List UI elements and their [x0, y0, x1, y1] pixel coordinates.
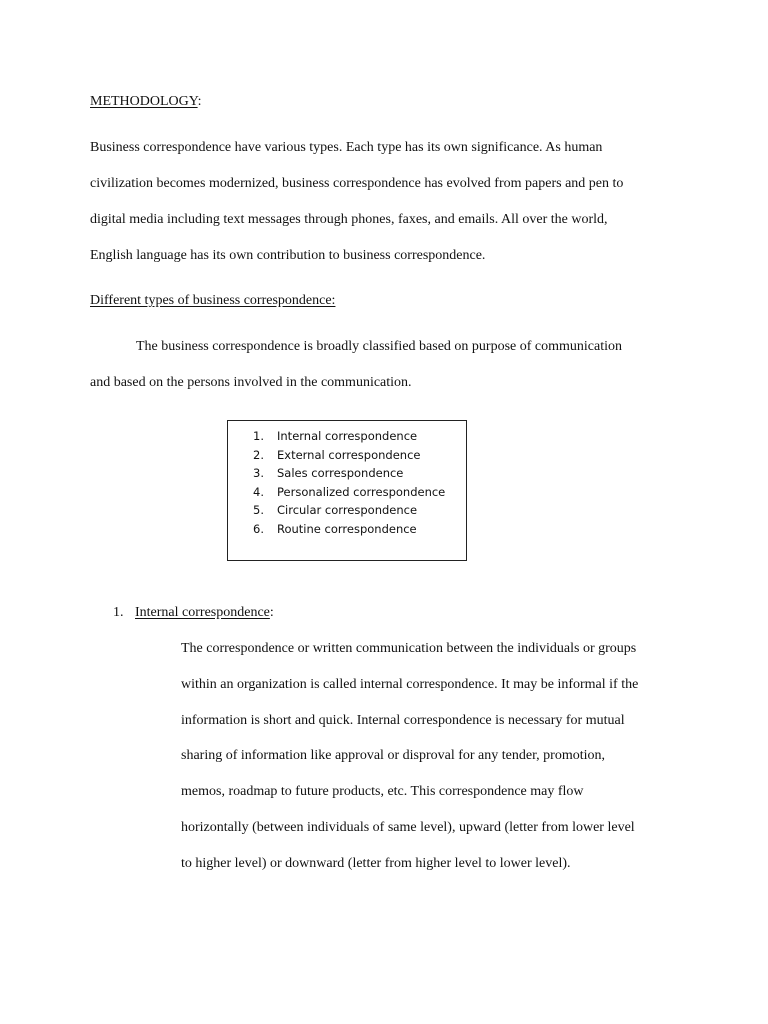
item-label: Internal correspondence — [277, 429, 418, 443]
types-box — [227, 420, 467, 561]
heading-title: METHODOLOGY — [90, 94, 198, 109]
types-list-item — [253, 483, 445, 502]
classification-paragraph — [90, 338, 690, 410]
types-list-item — [253, 520, 445, 539]
section-line: information is short and quick. Internal correspondence is necessary for mutual — [181, 712, 625, 728]
item-label: Personalized correspondence — [277, 484, 446, 499]
types-list-item — [253, 464, 445, 483]
classification-line: The business correspondence is broadly classified based on purpose of communication — [136, 339, 622, 354]
section-title: Internal correspondence — [135, 605, 270, 620]
section-line: sharing of information like approval or disproval for any tender, promotion, — [181, 748, 605, 764]
section-line: horizontally (between individuals of same level), upward (letter from lower level — [181, 819, 635, 835]
item-number: 1. — [253, 429, 264, 443]
types-list-item — [253, 427, 445, 446]
classification-line: and based on the persons involved in the communication. — [90, 375, 412, 390]
page-heading — [90, 93, 201, 111]
item-label: Sales correspondence — [277, 466, 404, 481]
section-line: The correspondence or written communication between the individuals or groups — [181, 641, 637, 656]
item-number: 6. — [253, 521, 264, 536]
section-line: memos, roadmap to future products, etc. This correspondence may flow — [181, 784, 584, 800]
section-suffix: : — [269, 605, 274, 620]
item-number: 5. — [253, 503, 264, 518]
intro-paragraph — [90, 139, 690, 283]
section-number: 1. — [113, 605, 124, 620]
types-list-item — [253, 446, 445, 465]
intro-line: English language has its own contribution to business correspondence. — [90, 248, 486, 263]
heading-suffix: : — [197, 94, 202, 109]
types-list — [253, 427, 445, 539]
section-line: within an organization is called internal correspondence. It may be informal if the — [181, 676, 639, 692]
types-list-item — [253, 501, 445, 520]
item-number: 2. — [253, 447, 264, 462]
section-heading-internal — [113, 604, 274, 622]
item-label: External correspondence — [277, 447, 421, 462]
item-label: Circular correspondence — [277, 503, 418, 518]
intro-line: Business correspondence have various types. Each type has its own significance. As human — [90, 140, 603, 155]
item-label: Routine correspondence — [277, 521, 417, 536]
item-number: 3. — [253, 466, 264, 481]
section-line: to higher level) or downward (letter from higher level to lower level). — [181, 855, 571, 871]
item-number: 4. — [253, 484, 264, 499]
subheading: Different types of business correspondence: — [90, 293, 336, 308]
intro-line: digital media including text messages through phones, faxes, and emails. All over the world, — [90, 212, 608, 227]
section-body-internal — [181, 640, 701, 891]
intro-line: civilization becomes modernized, business correspondence has evolved from papers and pen to — [90, 176, 624, 191]
